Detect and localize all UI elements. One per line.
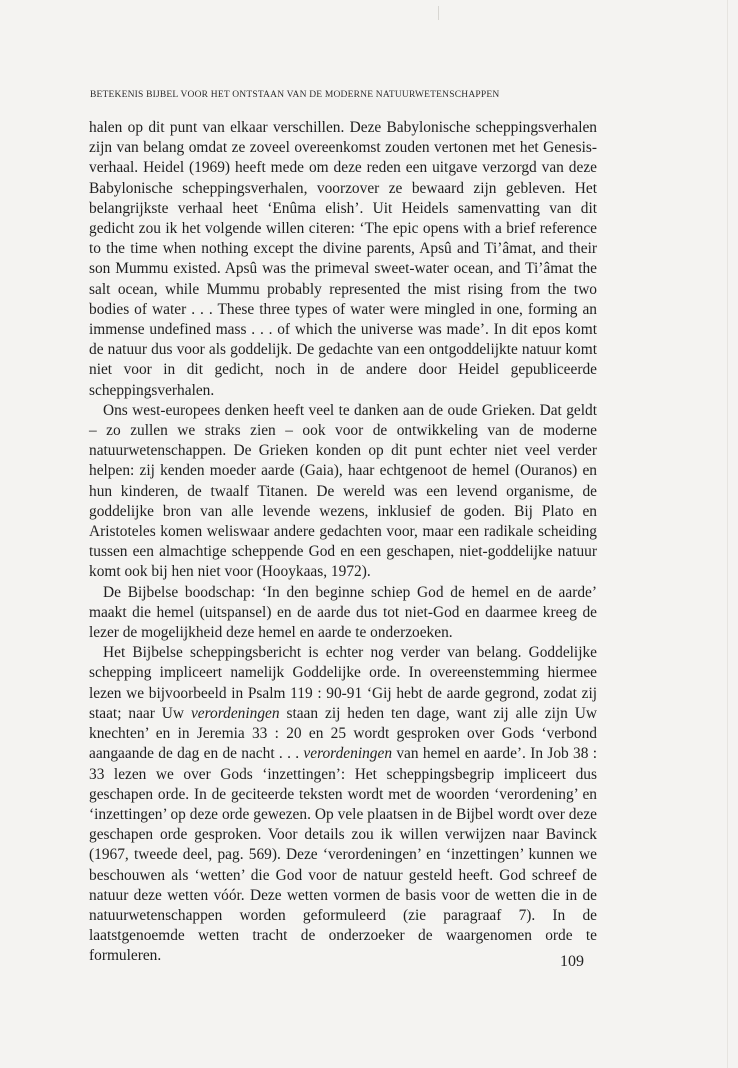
paragraph-4-segment-3: staan zij heden ten dage, want zij alle zijn Uw knechten’ en in Jeremia 33 : 20 en 25 wordt gesproken over Gods ‘verbond aangaande de dag en de nacht . . . (89, 704, 597, 763)
scan-artifact (438, 6, 439, 20)
page-edge (727, 0, 728, 1068)
paragraph-1 (89, 118, 597, 401)
paragraph-2 (89, 401, 597, 583)
body-text (89, 118, 597, 967)
paragraph-4 (89, 643, 597, 966)
paragraph-2-segment-1: Ons west-europees denken heeft veel te danken aan de oude Grieken. Dat geldt – zo zullen we straks zien – ook voor de ontwikkeling van de moderne natuurwetenschappen. De Grieken konden op dit punt echter niet veel verder helpen: zij kenden moeder aarde (Gaia), haar echtgenoot de hemel (Ouranos) en hun kinderen, de twaalf Titanen. De wereld was een levend organisme, de goddelijke bron van alle levende wezens, inklusief de goden. Bij Plato en Aristoteles komen weliswaar andere gedachten voor, maar een radikale scheiding tussen een almachtige scheppende God en een geschapen, niet-goddelijke natuur komt ook bij hen niet voor (Hooykaas, 1972). (89, 401, 597, 581)
paragraph-4-segment-5: van hemel en aarde’. In Job 38 : 33 lezen we over Gods ‘inzettingen’: Het scheppingsbegrip impliceert dus geschapen orde. In de geciteerde teksten wordt met de woorden ‘verordening’ en ‘inzettingen’ op deze orde gewezen. Op vele plaatsen in de Bijbel wordt over deze geschapen orde gesproken. Voor details zou ik willen verwijzen naar Bavinck (1967, tweede deel, pag. 569). Deze ‘verordeningen’ en ‘inzettingen’ kunnen we beschouwen als ‘wetten’ die God voor de natuur gesteld heeft. God schreef de natuur deze wetten vóór. Deze wetten vormen de basis voor de wetten die in de natuurwetenschappen worden geformuleerd (zie paragraaf 7). In de laatstgenoemde wetten tracht de onderzoeker de waargenomen orde te formuleren. (89, 745, 597, 965)
paragraph-3-segment-1: De Bijbelse boodschap: ‘In den beginne schiep God de hemel en de aarde’ maakt die hemel (uitspansel) en de aarde dus tot niet-God en daarmee kreeg de lezer de mogelijkheid deze hemel en aarde te onderzoeken. (89, 583, 597, 642)
page-number: 109 (560, 953, 584, 970)
paragraph-4-italic-term-2: verordeningen (303, 745, 393, 763)
paragraph-4-segment-1: Het Bijbelse scheppingsbericht is echter nog verder van belang. Goddelijke schepping impliceert namelijk Goddelijke orde. In overeenstemming hiermee lezen we bijvoorbeeld in Psalm 119 : 90-91 ‘Gij hebt de aarde gegrond, zodat zij staat; naar Uw (89, 644, 597, 722)
paragraph-1-segment-1: halen op dit punt van elkaar verschillen. Deze Babylonische scheppingsverhalen zijn van belang omdat ze zoveel overeenkomst zouden vertonen met het Genesis-verhaal. Heidel (1969) heeft mede om deze reden een uitgave verzorgd van deze Babylonische scheppingsverhalen, voorzover ze bewaard zijn gebleven. Het belangrijkste verhaal heet ‘Enûma elish’. Uit Heidels samenvatting van dit gedicht zou ik het volgende willen citeren: ‘The epic opens with a brief reference to the time when nothing except the divine parents, Apsû and Ti’âmat, and their son Mummu existed. Apsû was the primeval sweet-water ocean, and Ti’âmat the salt ocean, while Mummu probably represented the mist rising from the two bodies of water . . . These three types of water were mingled in one, forming an immense undefined mass . . . of which the universe was made’. In dit epos komt de natuur dus voor als goddelijk. De gedachte van een ontgoddelijkte natuur komt niet voor in dit gedicht, noch in de andere door Heidel gepubliceerde scheppingsverhalen. (89, 119, 597, 399)
running-header: BETEKENIS BIJBEL VOOR HET ONTSTAAN VAN DE MODERNE NATUURWETENSCHAPPEN (90, 90, 500, 100)
paragraph-3 (89, 583, 597, 644)
paragraph-4-italic-term-1: verordeningen (190, 704, 280, 722)
